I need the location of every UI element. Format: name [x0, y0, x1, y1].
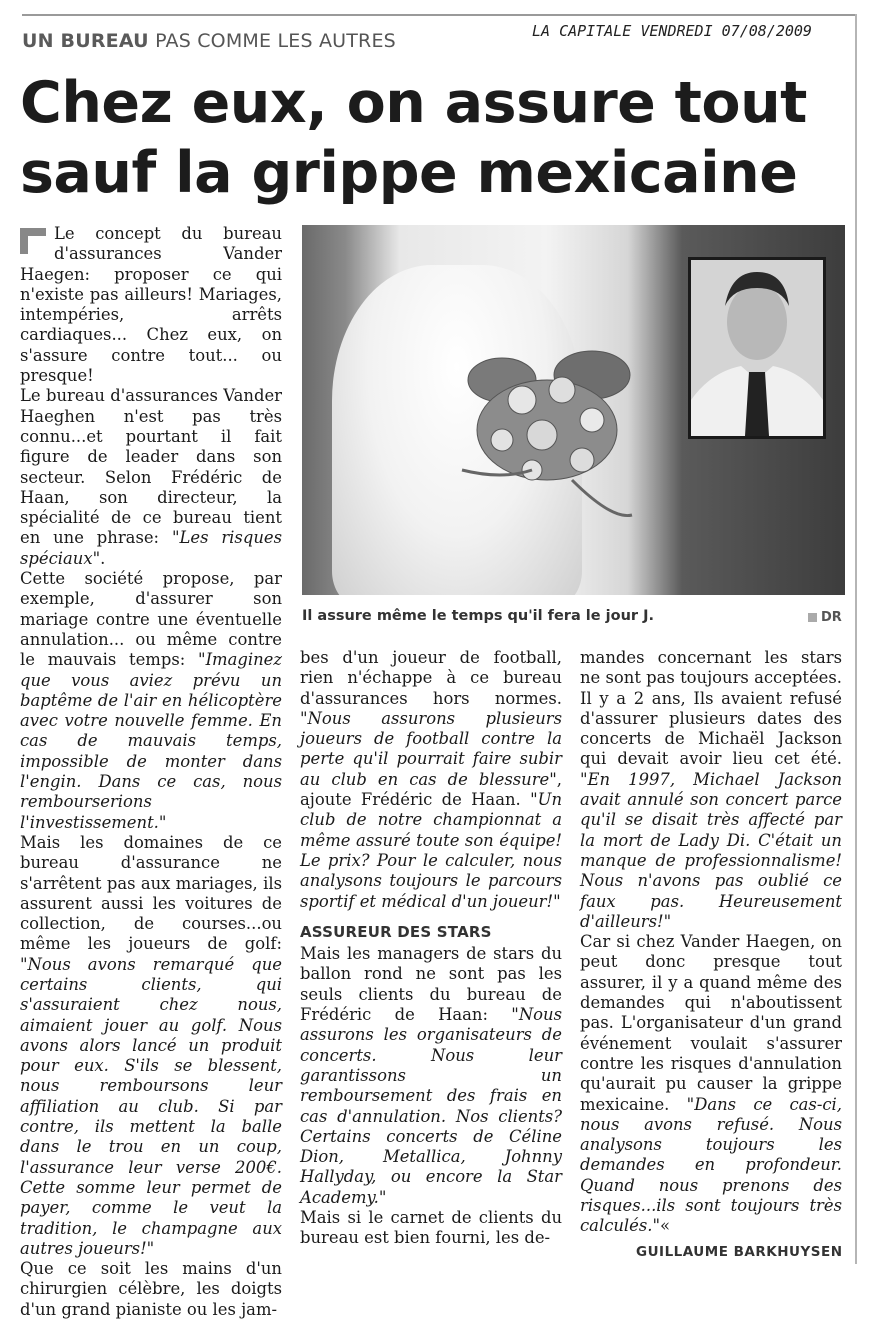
- handwritten-source-note: LA CAPITALE VENDREDI 07/08/2009: [532, 22, 812, 40]
- bouquet-illustration: [442, 320, 652, 520]
- paragraph: mandes concernant les stars ne sont pas toujours acceptées. Il y a 2 ans, Ils avaient refusé d'assurer plusieurs dates des concerts de Michaël Jackson qui devait avoir lieu cet été. "En 1997, Michael Jackson avait annulé son concert parce qu'il se disait très affecté par la mort de Lady Di. C'était un manque de professionnalisme! Nous n'avons pas oublié ce faux pas. Heureusement d'ailleurs!": [580, 648, 842, 931]
- kicker-rest: PAS COMME LES AUTRES: [155, 30, 396, 52]
- subheading: ASSUREUR DES STARS: [300, 922, 492, 941]
- author-byline: GUILLAUME BARKHUYSEN: [636, 1244, 843, 1260]
- paragraph: Mais si le carnet de clients du bureau est bien fourni, les de-: [300, 1208, 562, 1248]
- photo-caption: Il assure même le temps qu'il fera le jour J.: [302, 608, 655, 624]
- paragraph: Le bureau d'assurances Vander Haeghen n'est pas très connu...et pourtant il fait figure de leader dans son secteur. Selon Frédéric de Haan, son directeur, la spécialité de ce bureau tient en une phrase: "Les risques spéciaux".: [20, 386, 282, 568]
- portrait-figure: [691, 260, 823, 436]
- headline-line-1: Chez eux, on assure tout: [20, 70, 807, 136]
- headline-line-2: sauf la grippe mexicaine: [20, 140, 798, 206]
- portrait-inset: [688, 257, 826, 439]
- credit-square-icon: [808, 613, 817, 622]
- paragraph: bes d'un joueur de football, rien n'échappe à ce bureau d'assurances hors normes. "Nous assurons plusieurs joueurs de football contre la perte qu'il pourrait faire subir au club en cas de blessure", ajoute Frédéric de Haan. "Un club de notre championnat a même assuré toute son équipe! Le prix? Pour le calculer, nous analysons toujours le parcours sportif et médical d'un joueur!": [300, 648, 562, 911]
- paragraph: Mais les managers de stars du ballon rond ne sont pas les seuls clients du bureau de Frédéric de Haan: "Nous assurons les organisateurs de concerts. Nous leur garantissons un remboursement des frais en cas d'annulation. Nos clients? Certains concerts de Céline Dion, Metallica, Johnny Hallyday, ou encore la Star Academy.": [300, 944, 562, 1207]
- headline: [20, 68, 840, 208]
- paragraph: Cette société propose, par exemple, d'assurer son mariage contre une éventuelle annulation... ou même contre le mauvais temps: "Imaginez que vous aviez prévu un baptême de l'air en hélicoptère avec votre nouvelle femme. En cas de mauvais temps, impossible de monter dans l'engin. Dans ce cas, nous rembourserions l'investissement.": [20, 569, 282, 832]
- paragraph: Mais les domaines de ce bureau d'assurance ne s'arrêtent pas aux mariages, ils assurent aussi les voitures de collection, de courses...ou même les joueurs de golf: "Nous avons remarqué que certains clients, qui s'assuraient chez nous, aimaient jouer au golf. Nous avons alors lancé un produit pour eux. S'ils se blessent, nous remboursons leur affiliation au club. Si par contre, ils mettent la balle dans le trou en un coup, l'assurance leur verse 200€. Cette somme leur permet de payer, comme le veut la tradition, le champagne aux autres joueurs!": [20, 832, 282, 1258]
- article-column-3: [580, 648, 842, 1237]
- wedding-photo: [302, 225, 845, 595]
- article-column-1: [20, 224, 282, 1320]
- section-kicker: [22, 30, 396, 52]
- paragraph: Car si chez Vander Haegen, on peut donc presque tout assurer, il y a quand même des demandes qui n'aboutissent pas. L'organisateur d'un grand événement voulait s'assurer contre les risques d'annulation qu'aurait pu causer la grippe mexicaine. "Dans ce cas-ci, nous avons refusé. Nous analysons toujours les demandes en profondeur. Quand nous prenons des risques...ils sont toujours très calculés."«: [580, 932, 842, 1236]
- photo-credit: DR: [808, 610, 842, 625]
- paragraph: Que ce soit les mains d'un chirurgien célèbre, les doigts d'un grand pianiste ou les jam-: [20, 1259, 282, 1319]
- lead-paragraph: Le concept du bureau d'assurances Vander Haegen: proposer ce qui n'existe pas ailleurs! Mariages, intempéries, arrêts cardiaques... Chez eux, on s'assure contre tout... ou presque!: [20, 224, 282, 386]
- article-column-2: [300, 648, 562, 1249]
- right-edge-rule: [855, 14, 857, 1264]
- lead-corner-mark: [20, 228, 46, 254]
- top-rule: [22, 14, 857, 16]
- kicker-bold: UN BUREAU: [22, 30, 149, 52]
